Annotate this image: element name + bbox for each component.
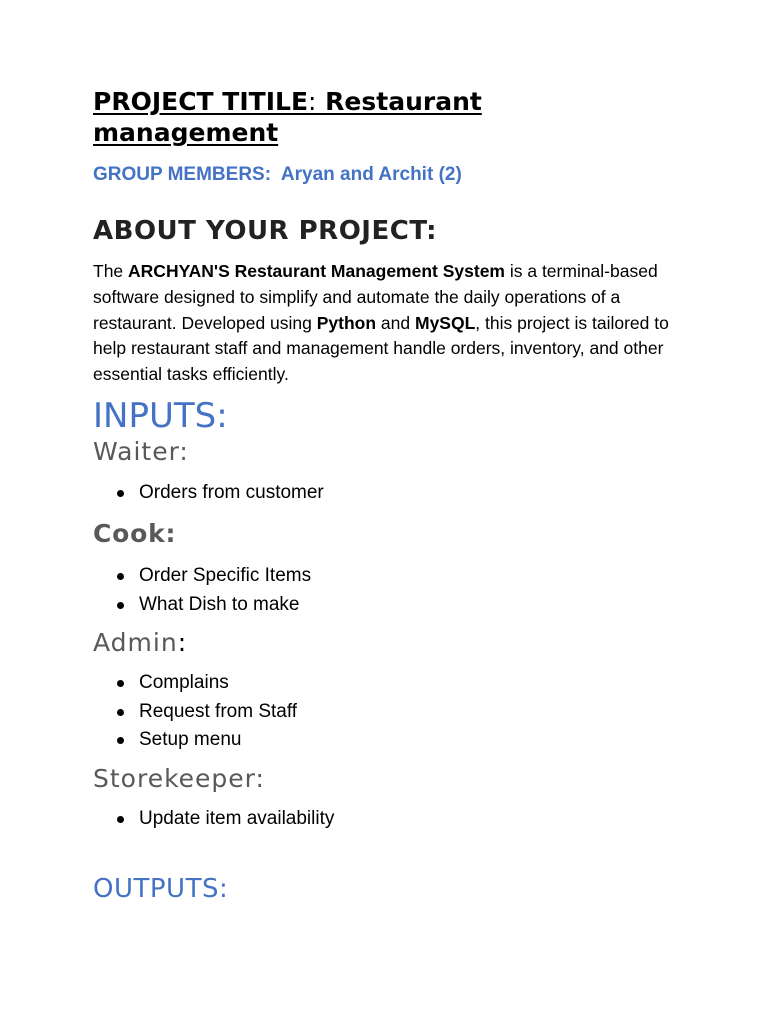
about-text-4: , this project is tailored to help restaurant staff and management handle orders, inventory, and other essential tasks efficiently. [93,312,669,385]
list-item: What Dish to make [93,591,311,620]
outputs-heading: OUTPUTS: [93,874,229,904]
about-system-name: ARCHYAN'S Restaurant Management System [128,261,505,281]
about-text-2: is a terminal-based software designed to simplify and automate the daily operations of a restaurant. Developed using [93,261,658,333]
admin-heading-colon: : [177,628,188,657]
cook-list [93,562,311,619]
admin-heading [93,627,187,659]
project-title [93,86,673,148]
waiter-heading: Waiter: [93,437,189,466]
list-item: Complains [93,669,297,698]
about-text-3: and [376,312,415,333]
inputs-heading: INPUTS: [93,396,228,436]
list-item: Order Specific Items [93,562,311,591]
about-paragraph [93,259,683,388]
project-title-label: PROJECT TITILE [93,87,309,116]
waiter-list [93,479,324,508]
list-item: Update item availability [93,805,334,834]
admin-heading-label: Admin [93,628,178,657]
about-python: Python [316,312,377,333]
list-item: Request from Staff [93,698,297,727]
group-members: GROUP MEMBERS: Aryan and Archit (2) [93,164,462,185]
list-item: Orders from customer [93,479,324,508]
storekeeper-list [93,805,334,834]
project-title-colon: : [308,87,317,116]
about-mysql: MySQL [415,312,476,333]
about-text-1: The [93,261,129,281]
storekeeper-heading: Storekeeper: [93,764,265,793]
admin-list [93,669,297,755]
list-item: Setup menu [93,726,297,755]
cook-heading: Cook: [93,519,177,548]
project-title-value: Restaurant management [93,87,482,147]
about-heading: ABOUT YOUR PROJECT: [93,216,438,246]
